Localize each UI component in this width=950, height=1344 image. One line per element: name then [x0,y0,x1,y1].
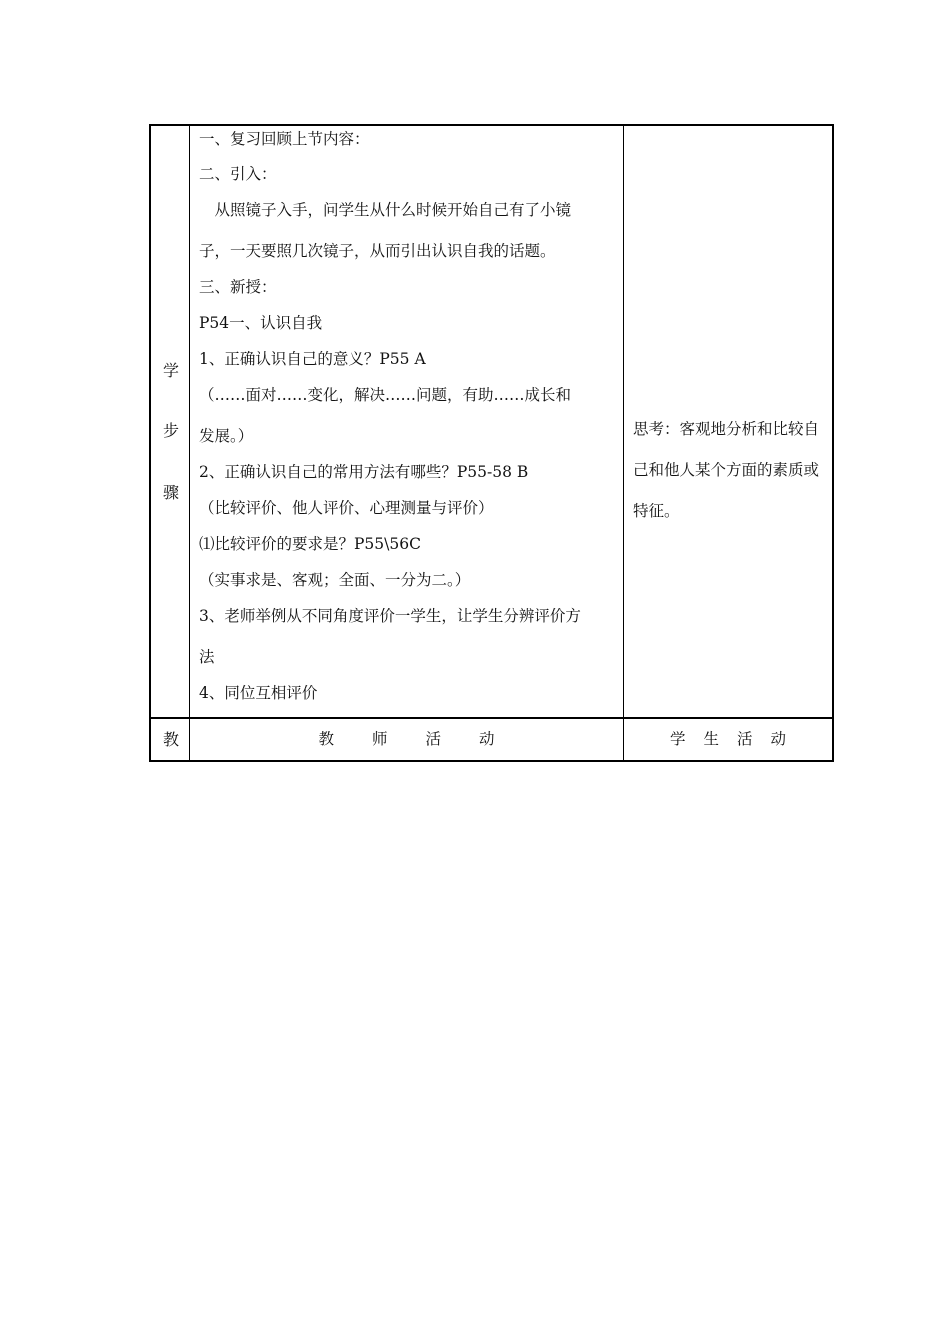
teacher-line: 子，一天要照几次镜子，从而引出认识自我的话题。 [199,242,556,260]
teacher-line: 3、老师举例从不同角度评价一学生，让学生分辨评价方 [199,607,581,625]
teacher-line: 三、新授： [199,278,277,296]
teacher-header-char: 活 [425,730,442,748]
side-label-cell [151,126,189,717]
footer-side-cell [151,719,189,760]
teacher-line: 2、正确认识自己的常用方法有哪些？P55-58 B [199,463,529,481]
teacher-line: （……面对……变化，解决……问题，有助……成长和 [199,386,572,404]
teacher-line: （比较评价、他人评价、心理测量与评价） [199,499,494,517]
column-divider-1 [189,124,190,762]
teacher-header-char: 师 [371,730,388,748]
teacher-header-cell [190,719,623,760]
teacher-header-char: 教 [318,730,334,748]
student-header-char: 生 [703,730,719,748]
student-activity-header [624,717,832,761]
teacher-line: 4、同位互相评价 [199,684,318,702]
teacher-line: 一、复习回顾上节内容： [199,130,370,148]
side-label-char: 学 [162,361,179,380]
side-label-char: 步 [162,421,179,440]
teacher-header-char: 动 [479,730,495,748]
teacher-line: P54一、认识自我 [199,314,323,332]
teacher-line: （实事求是、客观；全面、一分为二。） [199,571,471,589]
teacher-line: ⑴比较评价的要求是？P55\56C [199,535,421,553]
teacher-line: 1、正确认识自己的意义？P55 A [199,350,426,368]
teacher-line: 发展。） [199,427,254,445]
student-line: 己和他人某个方面的素质或 [633,461,820,479]
teacher-activity-cell [199,124,619,717]
lesson-table [149,124,834,762]
student-header-char: 动 [770,730,787,748]
student-line: 特征。 [633,502,680,520]
student-line: 思考：客观地分析和比较自 [633,420,820,438]
column-divider-2 [623,124,624,762]
teacher-line: 法 [199,648,215,666]
table-right-border [832,124,834,762]
student-activity-cell [633,124,831,717]
teacher-activity-header [190,717,623,761]
teacher-line: 从照镜子入手，问学生从什么时候开始自己有了小镜 [199,201,572,219]
student-header-char: 活 [737,730,753,748]
side-label-char: 骤 [162,483,179,502]
student-header-char: 学 [669,730,686,748]
teacher-line: 二、引入： [199,165,277,183]
footer-side-label: 教 [162,730,179,749]
student-header-cell [624,719,832,760]
